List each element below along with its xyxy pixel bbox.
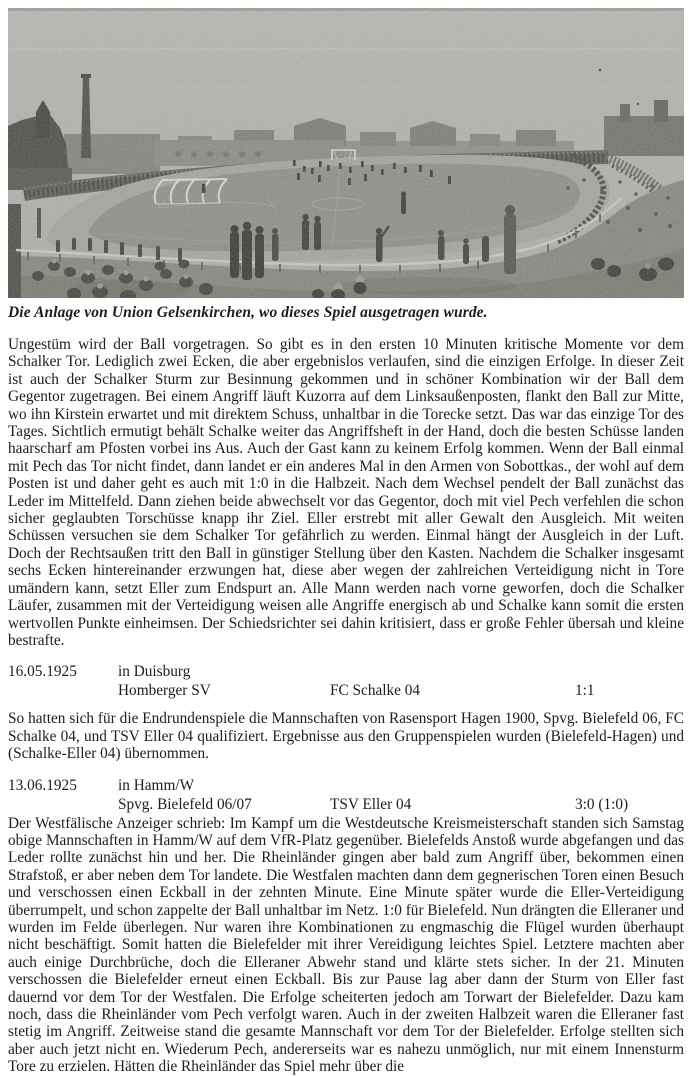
match-result: 1:1 [575, 682, 595, 700]
match-date: 16.05.1925 [8, 663, 77, 681]
match-col-spacer [8, 681, 118, 700]
match-report-paragraph: Ungestüm wird der Ball vorgetragen. So gibt es in den ersten 10 Minuten kritische Momente vor dem Schalker Tor. Lediglich zwei Ecken, die aber ergebnislos verlaufen, sind die einzigen Erfolge. In dieser Zeit ist auch der Schalker Sturm zur Besinnung gekommen und in schöner Kombination wir der Ball dem Gegentor zugetragen. Bei einem Angriff läuft Kuzorra auf dem Linksaußenposten, flankt den Ball zur Mitte, wo ihn Kirstein erwartet und mit direktem Schuss, unhaltbar in die Torecke setzt. Das war das einzige Tor des Tages. Sichtlich ermutigt behält Schalke weiter das Angriffsheft in der Hand, doch die besten Schüsse landen haarscharf am Pfosten vorbei ins Aus. Auch der Gast kann zu keinem Erfolg kommen. Wenn der Ball einmal mit Pech das Tor nicht findet, dann landet er ein anderes Mal in den Armen von Sobottkas., der wohl auf dem Posten ist und daher geht es auch mit 1:0 in die Halbzeit. Nach dem Wechsel pendelt der Ball zunächst das Leder im Mittelfeld. Dann ziehen beide abwechselt vor das Gegentor, doch mit viel Pech verfehlen die schon sicher geglaubten Torschüsse knapp ihr Ziel. Eller erstrebt mit aller Gewalt den Ausgleich. Mit weiten Schüssen versuchen sie dem Schalker Tor gefährlich zu werden. Einmal hängt der Ausgleich in der Luft. Doch der Rechtsaußen tritt den Ball in günstiger Stellung über den Kasten. Nachdem die Schalker insgesamt sechs Ecken hintereinander erzwungen hat, diese aber wegen der zahlreichen Verteidigung nicht in Tore umändern kann, setzt Eller zum Endspurt an. Alle Mann werden nach vorne geworfen, doch die Schalker Läufer, zusammen mit der Verteidigung weisen alle Angriffe energisch ab und Schalke kann somit die ersten wertvollen Punkte einheimsen. Der Schiedsrichter sei dahin kritisiert, dass er große Fehler übersah und kleine bestrafte. [8, 336, 684, 649]
match-col-spacer [8, 795, 118, 814]
qualification-paragraph: So hatten sich für die Endrundenspiele die Mannschaften von Rasensport Hagen 1900, Spvg. Bielefeld 06, FC Schalke 04, und TSV Eller 04 qualifiziert. Ergebnisse aus den Gruppenspielen wurden (Bielefeld-Hagen) und (Schalke-Eller 04) übernommen. [8, 710, 684, 763]
photo-caption: Die Anlage von Union Gelsenkirchen, wo dieses Spiel ausgetragen wurde. [8, 304, 488, 321]
match-date: 13.06.1925 [8, 776, 77, 794]
newspaper-report-paragraph: Der Westfälische Anzeiger schrieb: Im Kampf um die Westdeutsche Kreismeisterschaft standen sich Samstag obige Mannschaften in Hamm/W auf dem VfR-Platz gegenüber. Bielefelds Anstoß wurde abgefangen und das Leder rollte zunächst hin und her. Die Rheinländer gingen aber bald zum Angriff über, bekommen einen Strafstoß, er aber neben dem Tor landete. Die Westfalen machten dann dem gegnerischen Toren einen Besuch und verschossen einen Eckball in der zehnten Minute. Eine Minute später wurde die Eller-Verteidigung überrumpelt, und schon zappelte der Ball unhaltbar im Netz. 1:0 für Bielefeld. Nun drängten die Elleraner und wurden im Felde überlegen. Nur waren ihre Kombinationen zu engmaschig die Flügel wurden überhaupt nicht beschäftigt. Somit hatten die Bielefelder mit ihrer Vereidigung leichtes Spiel. Letztere machten aber auch einige Durchbrüche, doch die Elleraner Abwehr stand und klärte stets sicher. In der 21. Minuten verschossen die Bielefelder erneut einen Eckball. Bis zur Pause lag aber dann der Sturm von Eller fast dauernd vor dem Tor der Westfalen. Die Erfolge scheiterten jedoch am Torwart der Bielefelder. Dazu kam noch, dass die Rheinländer vom Pech verfolgt waren. Auch in der zweiten Halbzeit waren die Elleraner fast stetig im Angriff. Zeitweise stand die gesamte Mannschaft vor dem Tor der Bielefelder. Erfolge stellten sich aber auch jetzt nicht en. Wiederum Pech, andererseits war es nahezu unmöglich, nur mit einem Innensturm Tore zu erzielen. Hätten die Rheinländer das Spiel mehr über die [8, 814, 684, 1076]
match-location: in Duisburg [118, 663, 191, 681]
match-location: in Hamm/W [118, 776, 195, 794]
match-result: 3:0 (1:0) [575, 795, 629, 813]
photo-grain-overlay [8, 8, 684, 298]
match-home-team: Homberger SV [118, 682, 211, 700]
stadium-photo [8, 8, 684, 298]
match-record [8, 776, 684, 814]
match-record [8, 662, 684, 700]
match-away-team: FC Schalke 04 [330, 682, 421, 700]
match-home-team: Spvg. Bielefeld 06/07 [118, 795, 252, 813]
stadium-photo-svg [8, 8, 684, 298]
match-away-team: TSV Eller 04 [330, 795, 412, 813]
